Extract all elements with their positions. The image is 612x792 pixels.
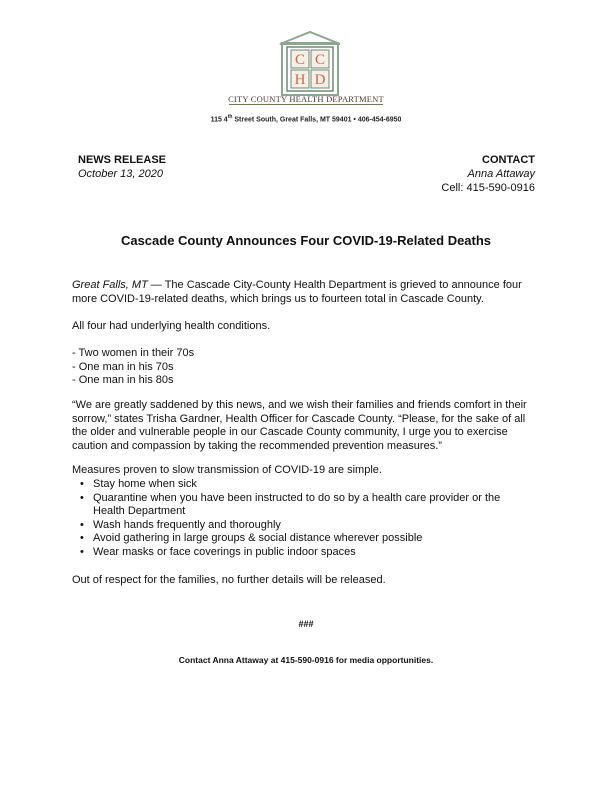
- measure-text: Quarantine when you have been instructed to do so by a health care provider or the Health Department: [93, 491, 501, 517]
- quote-paragraph: “We are greatly saddened by this news, and we wish their families and friends comfort in their sorrow,” states Trisha Gardner, Health Officer for Cascade County. “Please, for the sake of all the older and vulnerable people in our Cascade County community, I urge you to exercise caution and compassion by taking the recommended prevention measures.”: [72, 399, 527, 452]
- lede-paragraph: [72, 279, 540, 306]
- logo-letter-c2: C: [314, 52, 326, 68]
- end-mark: ###: [298, 619, 314, 629]
- contact-label: CONTACT: [482, 154, 535, 166]
- measures-intro: Measures proven to slow transmission of COVID-19 are simple.: [72, 464, 382, 476]
- address-number: 115 4: [210, 116, 228, 124]
- logo-letter-c1: C: [294, 52, 306, 68]
- bullet-icon: •: [80, 478, 84, 490]
- list-item: [72, 492, 532, 519]
- contact-cell: Cell: 415-590-0916: [441, 182, 535, 194]
- logo-frame-outer: [282, 43, 338, 95]
- bullet-icon: •: [80, 491, 84, 504]
- dateline: Great Falls, MT: [72, 279, 148, 291]
- address-ordinal: th: [227, 114, 233, 120]
- measure-text: Stay home when sick: [93, 478, 197, 490]
- measure-text: Wash hands frequently and thoroughly: [93, 518, 281, 531]
- list-item: [72, 519, 532, 533]
- list-item: - One man in his 70s: [72, 360, 174, 373]
- logo-letter-h: H: [294, 72, 306, 88]
- headline: Cascade County Announces Four COVID-19-Related Deaths: [120, 233, 492, 248]
- measure-text: Wear masks or face coverings in public indoor spaces: [93, 545, 356, 558]
- bullet-icon: •: [80, 532, 84, 544]
- list-item: [72, 546, 532, 560]
- release-header: [78, 153, 166, 181]
- media-contact-line: Contact Anna Attaway at 415-590-0916 for media opportunities.: [178, 655, 434, 665]
- closing-paragraph: Out of respect for the families, no further details will be released.: [72, 574, 386, 586]
- news-release-label: NEWS RELEASE: [78, 154, 167, 166]
- list-item: [72, 478, 532, 492]
- measures-list: [72, 478, 532, 559]
- bullet-icon: •: [80, 518, 84, 531]
- contact-name: Anna Attaway: [467, 168, 535, 180]
- deaths-list: [72, 347, 540, 388]
- org-divider: [229, 104, 383, 105]
- release-date: October 13, 2020: [78, 168, 164, 180]
- measure-text: Avoid gathering in large groups & social distance wherever possible: [93, 532, 423, 544]
- address-rest: Street South, Great Falls, MT 59401 • 406-454-6950: [232, 116, 402, 124]
- conditions-paragraph: All four had underlying health conditions.: [72, 320, 271, 332]
- list-item: - One man in his 80s: [72, 374, 174, 386]
- cchd-logo: [270, 30, 350, 96]
- bullet-icon: •: [80, 545, 84, 558]
- list-item: - Two women in their 70s: [72, 347, 195, 359]
- lede-text: — The Cascade City-County Health Department is grieved to announce four more COVID-19-related deaths, which brings us to fourteen total in Cascade County.: [72, 279, 522, 305]
- org-name: CITY COUNTY HEALTH DEPARTMENT: [228, 94, 384, 104]
- list-item: [72, 532, 532, 546]
- logo-letter-d: D: [314, 72, 326, 88]
- contact-header: [441, 153, 535, 195]
- org-address: [0, 114, 612, 123]
